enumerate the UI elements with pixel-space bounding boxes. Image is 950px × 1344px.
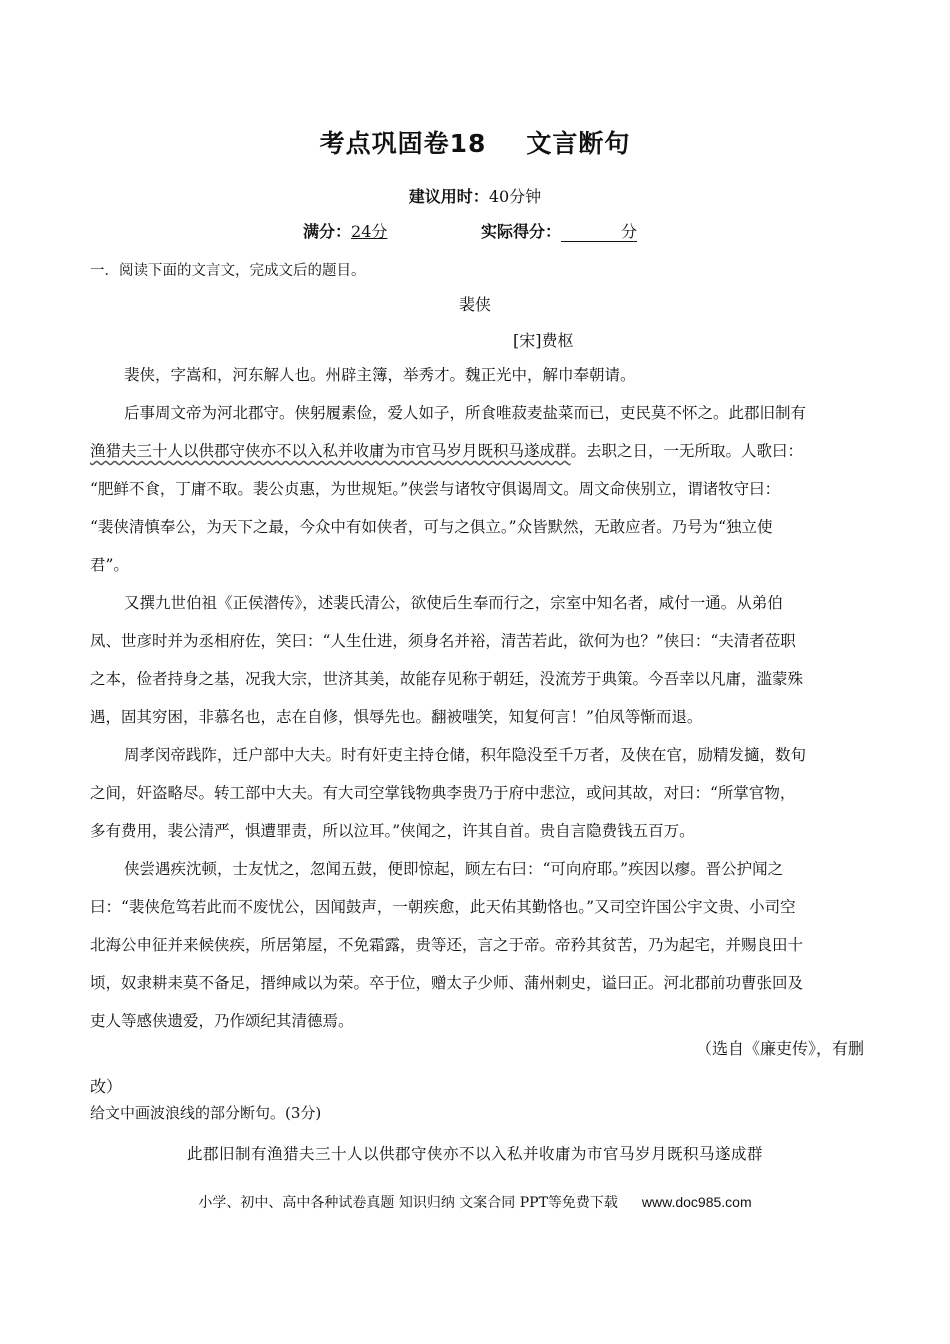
source-line: 改） xyxy=(90,1077,123,1096)
p3-line: 遇，固其穷困，非慕名也，志在自修，惧辱先也。翻被嗤笑，知复何言！”伯凤等惭而退。 xyxy=(90,708,703,726)
p2-line: “裴侠清慎奉公，为天下之最，今众中有如侠者，可与之俱立。”众皆默然，无敢应者。乃号为“独立使 xyxy=(90,518,773,536)
p3-line: 之本，俭者持身之基，况我大宗，世济其美，故能存见称于朝廷，没流芳于典策。今吾幸以凡庸，滥蒙殊 xyxy=(90,670,804,688)
page-footer xyxy=(0,1192,950,1212)
p5-line: 北海公申征并来候侠疾，所居第屋，不免霜露，贵等还，言之于帝。帝矜其贫苦，乃为起宅，并赐良田十 xyxy=(90,936,804,954)
p3-line: 又撰九世伯祖《正侯潜传》，述裴氏清公，欲使后生奉而行之，宗室中知名者，咸付一通。从弟伯 xyxy=(124,594,783,612)
p5-line: 曰：“裴侠危笃若此而不废忧公，因闻鼓声，一朝疾愈，此天佑其勤恪也。”又司空许国公宇文贵、小司空 xyxy=(90,898,796,916)
paragraph-3 xyxy=(90,584,864,736)
time-label: 建议用时： xyxy=(408,187,489,206)
passage-title: 裴侠 xyxy=(458,295,491,314)
source-line: （选自《廉吏传》，有删 xyxy=(695,1039,864,1058)
p4-line: 多有费用，裴公清严，惧遭罪责，所以泣耳。”侠闻之，许其自首。贵自言隐费钱五百万。 xyxy=(90,822,695,840)
p2-line: “肥鲜不食，丁庸不取。裴公贞惠，为世规矩。”侠尝与诸牧守俱谒周文。周文命侠别立，谓诸牧守曰： xyxy=(90,480,781,498)
paragraph-4 xyxy=(90,736,864,850)
footer-url[interactable]: www.doc985.com xyxy=(641,1194,752,1210)
page-title xyxy=(0,124,950,160)
actual-unit: 分 xyxy=(621,222,638,241)
score-value: 24分 xyxy=(351,222,388,241)
title-left: 考点巩固卷18 xyxy=(319,129,487,158)
source-note xyxy=(90,1030,864,1106)
footer-text: 小学、初中、高中各种试卷真题 知识归纳 文案合同 PPT等免费下载 xyxy=(198,1195,618,1211)
p2-line: 后事周文帝为河北郡守。侠躬履素俭，爱人如子，所食唯菽麦盐菜而已，吏民莫不怀之。此郡旧制有 xyxy=(124,404,807,422)
p4-line: 之间，奸盗略尽。转工部中大夫。有大司空掌钱物典李贵乃于府中悲泣，或问其故，对曰：“所掌官物， xyxy=(90,784,796,802)
passage-author: [宋]费枢 xyxy=(513,331,574,350)
actual-score xyxy=(481,219,637,242)
question-prompt: 给文中画波浪线的部分断句。(3分) xyxy=(90,1104,322,1122)
p3-line: 凤、世彦时并为丞相府佐，笑曰：“人生仕进，须身名并裕，清苦若此，欲何为也？”侠曰：“夫清者莅职 xyxy=(90,632,796,650)
suggested-time xyxy=(0,184,950,207)
p1-line: 裴侠，字嵩和，河东解人也。州辟主簿，举秀才。魏正光中，解巾奉朝请。 xyxy=(124,366,636,384)
p2-line: 君”。 xyxy=(90,556,129,574)
question-excerpt: 此郡旧制有渔猎夫三十人以供郡守侠亦不以入私并收庸为市官马岁月既积马遂成群 xyxy=(186,1145,763,1163)
full-score xyxy=(303,219,398,242)
paragraph-2 xyxy=(90,394,864,584)
time-value: 40分钟 xyxy=(488,187,542,206)
score-label: 满分： xyxy=(303,222,352,241)
p5-line: 吏人等感侠遗爱，乃作颂纪其清德焉。 xyxy=(90,1012,354,1030)
actual-label: 实际得分： xyxy=(481,222,562,241)
paragraph-1 xyxy=(90,356,864,394)
p5-line: 侠尝遇疾沈顿，士友忧之，忽闻五鼓，便即惊起，顾左右曰：“可向府耶。”疾因以瘳。晋公护闻之 xyxy=(124,860,784,878)
actual-score-blank[interactable] xyxy=(561,223,637,242)
wavy-underlined-text: 渔猎夫三十人以供郡守侠亦不以入私并收庸为市官马岁月既积马遂成群 xyxy=(90,442,571,460)
p2-line-wavy xyxy=(90,432,864,470)
paragraph-5 xyxy=(90,850,864,1040)
title-right: 文言断句 xyxy=(526,129,631,158)
section-heading: 一．阅读下面的文言文，完成文后的题目。 xyxy=(90,263,366,279)
p4-line: 周孝闵帝践阼，迁户部中大夫。时有奸吏主持仓储，积年隐没至千万者，及侠在官，励精发擿，数旬 xyxy=(124,746,807,764)
p5-line: 顷，奴隶耕耒莫不备足，搢绅咸以为荣。卒于位，赠太子少师、蒲州刺史，谥曰正。河北郡前功曹张回及 xyxy=(90,974,804,992)
p2-line-rest: 。去职之日，一无所取。人歌曰： xyxy=(570,442,804,460)
